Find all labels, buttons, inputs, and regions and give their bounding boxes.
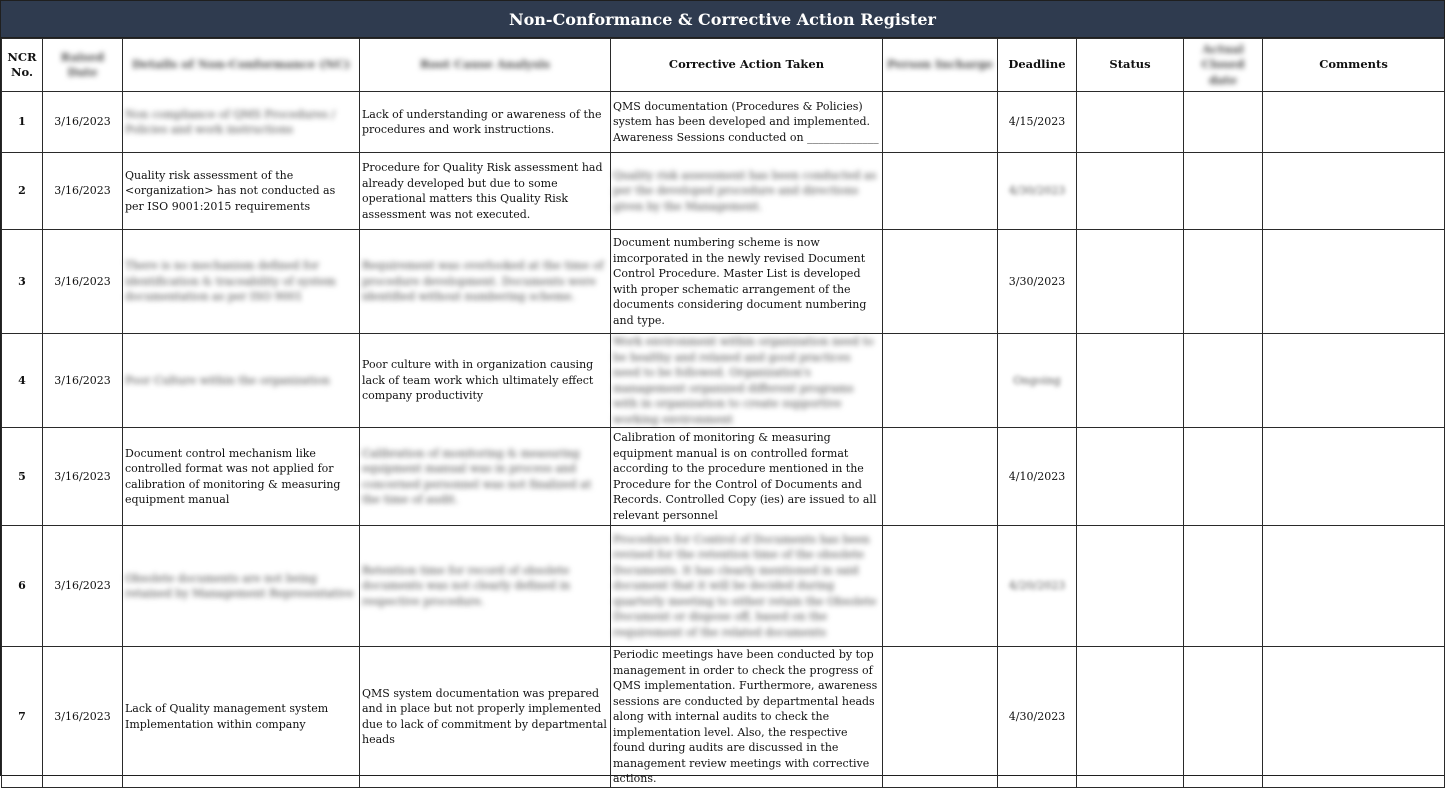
person-incharge-cell[interactable]	[883, 428, 998, 526]
header-comments[interactable]: Comments	[1263, 39, 1445, 92]
table-row	[2, 153, 1445, 230]
corrective-action-cell[interactable]: Periodic meetings have been conducted by top management in order to check the progress of QMS implementation. Furthermore, awareness sessions are conducted by departmental heads along with internal audits to check the implementation level. Also, the respective found during audits are discussed in the management review meetings with corrective actions.	[611, 647, 883, 788]
details-cell[interactable]: Obsolete documents are not being retained by Management Representative	[123, 526, 360, 647]
corrective-action-cell[interactable]: Document numbering scheme is now imcorporated in the newly revised Document Control Procedure. Master List is developed with proper schematic arrangement of the documents considering document numbering and type.	[611, 230, 883, 334]
person-incharge-cell[interactable]	[883, 230, 998, 334]
corrective-action-cell[interactable]: Quality risk assessment has been conducted as per the developed procedure and directions given by the Management.	[611, 153, 883, 230]
details-cell[interactable]: Document control mechanism like controlled format was not applied for calibration of monitoring & measuring equipment manual	[123, 428, 360, 526]
deadline-cell[interactable]: 4/30/2023	[998, 153, 1077, 230]
person-incharge-cell[interactable]	[883, 153, 998, 230]
ncr-number-cell[interactable]: 3	[2, 230, 43, 334]
header-root-cause[interactable]: Root Cause Analysis	[360, 39, 611, 92]
raised-date-cell[interactable]: 3/16/2023	[43, 153, 123, 230]
root-cause-cell[interactable]: Retention time for record of obsolete documents was not clearly defined in respective procedure.	[360, 526, 611, 647]
raised-date-cell[interactable]: 3/16/2023	[43, 92, 123, 153]
actual-closed-cell[interactable]	[1184, 230, 1263, 334]
details-cell[interactable]: Non compliance of QMS Procedures / Policies and work instructions	[123, 92, 360, 153]
register-title: Non-Conformance & Corrective Action Register	[1, 1, 1444, 38]
actual-closed-cell[interactable]	[1184, 153, 1263, 230]
actual-closed-cell[interactable]	[1184, 428, 1263, 526]
deadline-cell[interactable]: 4/10/2023	[998, 428, 1077, 526]
person-incharge-cell[interactable]	[883, 526, 998, 647]
root-cause-cell[interactable]: Requirement was overlooked at the time of procedure development. Documents were identified without numbering scheme.	[360, 230, 611, 334]
table-row	[2, 647, 1445, 788]
deadline-cell[interactable]: 4/15/2023	[998, 92, 1077, 153]
table-row	[2, 526, 1445, 647]
comments-cell[interactable]	[1263, 153, 1445, 230]
raised-date-cell[interactable]: 3/16/2023	[43, 428, 123, 526]
root-cause-cell[interactable]: Poor culture with in organization causing lack of team work which ultimately effect company productivity	[360, 334, 611, 428]
header-deadline[interactable]: Deadline	[998, 39, 1077, 92]
corrective-action-cell[interactable]: Work environment within organization need to be healthy and relaxed and good practices need to be followed. Organization's management organized different programs with in organization to create supportive working environment	[611, 334, 883, 428]
deadline-cell[interactable]: Ongoing	[998, 334, 1077, 428]
status-cell[interactable]	[1077, 230, 1184, 334]
raised-date-cell[interactable]: 3/16/2023	[43, 526, 123, 647]
header-details[interactable]: Details of Non-Conformance (NC)	[123, 39, 360, 92]
table-row	[2, 230, 1445, 334]
root-cause-cell[interactable]: Lack of understanding or awareness of the procedures and work instructions.	[360, 92, 611, 153]
raised-date-cell[interactable]: 3/16/2023	[43, 334, 123, 428]
actual-closed-cell[interactable]	[1184, 647, 1263, 788]
corrective-action-cell[interactable]: Calibration of monitoring & measuring equipment manual is on controlled format according to the procedure mentioned in the Procedure for the Control of Documents and Records. Controlled Copy (ies) are issued to all relevant personnel	[611, 428, 883, 526]
actual-closed-cell[interactable]	[1184, 92, 1263, 153]
root-cause-cell[interactable]: QMS system documentation was prepared and in place but not properly implemented due to lack of commitment by departmental heads	[360, 647, 611, 788]
header-ncr-no[interactable]: NCR No.	[2, 39, 43, 92]
table-row	[2, 334, 1445, 428]
deadline-cell[interactable]: 3/30/2023	[998, 230, 1077, 334]
header-actual-closed[interactable]: Actual Closed date	[1184, 39, 1263, 92]
ncr-number-cell[interactable]: 5	[2, 428, 43, 526]
ncr-number-cell[interactable]: 2	[2, 153, 43, 230]
comments-cell[interactable]	[1263, 230, 1445, 334]
ncr-table	[1, 38, 1445, 788]
person-incharge-cell[interactable]	[883, 334, 998, 428]
table-row	[2, 428, 1445, 526]
header-person-incharge[interactable]: Person Incharge	[883, 39, 998, 92]
ncr-number-cell[interactable]: 7	[2, 647, 43, 788]
actual-closed-cell[interactable]	[1184, 526, 1263, 647]
ncr-number-cell[interactable]: 4	[2, 334, 43, 428]
header-status[interactable]: Status	[1077, 39, 1184, 92]
status-cell[interactable]	[1077, 334, 1184, 428]
raised-date-cell[interactable]: 3/16/2023	[43, 647, 123, 788]
status-cell[interactable]	[1077, 428, 1184, 526]
table-row	[2, 92, 1445, 153]
root-cause-cell[interactable]: Procedure for Quality Risk assessment had already developed but due to some operational matters this Quality Risk assessment was not executed.	[360, 153, 611, 230]
deadline-cell[interactable]: 4/20/2023	[998, 526, 1077, 647]
ncr-number-cell[interactable]: 6	[2, 526, 43, 647]
actual-closed-cell[interactable]	[1184, 334, 1263, 428]
comments-cell[interactable]	[1263, 428, 1445, 526]
header-raised-date[interactable]: Raised Date	[43, 39, 123, 92]
comments-cell[interactable]	[1263, 526, 1445, 647]
status-cell[interactable]	[1077, 526, 1184, 647]
corrective-action-cell[interactable]: QMS documentation (Procedures & Policies) system has been developed and implemented. Awareness Sessions conducted on _____________	[611, 92, 883, 153]
ncr-number-cell[interactable]: 1	[2, 92, 43, 153]
header-corrective-action[interactable]: Corrective Action Taken	[611, 39, 883, 92]
status-cell[interactable]	[1077, 92, 1184, 153]
details-cell[interactable]: There is no mechanism defined for identification & traceability of system documentation as per ISO 9001	[123, 230, 360, 334]
details-cell[interactable]: Quality risk assessment of the <organization> has not conducted as per ISO 9001:2015 requirements	[123, 153, 360, 230]
root-cause-cell[interactable]: Calibration of monitoring & measuring equipment manual was in process and concerned personnel was not finalized at the time of audit.	[360, 428, 611, 526]
comments-cell[interactable]	[1263, 334, 1445, 428]
comments-cell[interactable]	[1263, 92, 1445, 153]
raised-date-cell[interactable]: 3/16/2023	[43, 230, 123, 334]
header-row	[2, 39, 1445, 92]
person-incharge-cell[interactable]	[883, 647, 998, 788]
status-cell[interactable]	[1077, 153, 1184, 230]
details-cell[interactable]: Poor Culture within the organization	[123, 334, 360, 428]
comments-cell[interactable]	[1263, 647, 1445, 788]
deadline-cell[interactable]: 4/30/2023	[998, 647, 1077, 788]
details-cell[interactable]: Lack of Quality management system Implementation within company	[123, 647, 360, 788]
status-cell[interactable]	[1077, 647, 1184, 788]
person-incharge-cell[interactable]	[883, 92, 998, 153]
corrective-action-cell[interactable]: Procedure for Control of Documents has been revised for the retention time of the obsolete Documents. It has clearly mentioned in said document that it will be decided during quarterly meeting to either retain the Obsolete Document or dispose off, based on the requirement of the related documents	[611, 526, 883, 647]
